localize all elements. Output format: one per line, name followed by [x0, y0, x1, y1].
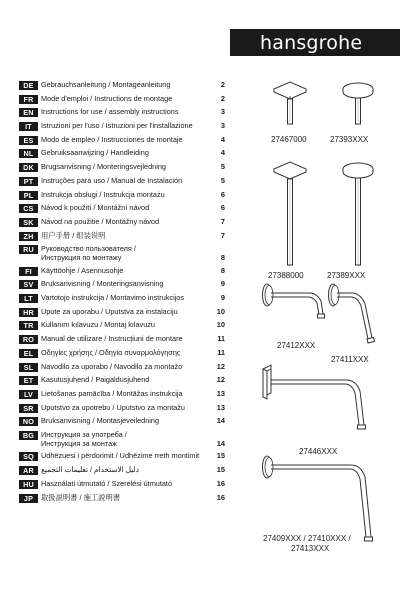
language-title: Lietošanas pamācība / Montāžas instrukcija	[41, 388, 183, 398]
language-code-badge: SR	[19, 404, 38, 413]
page-number: 4	[220, 134, 225, 144]
language-row-nl	[19, 149, 225, 158]
language-code-badge: TR	[19, 321, 38, 330]
language-code-badge: PL	[19, 191, 38, 200]
language-row-ro	[19, 335, 225, 344]
language-code-badge: SQ	[19, 452, 38, 461]
language-row-sq	[19, 452, 225, 461]
language-code-badge: HU	[19, 480, 38, 489]
product-code: 27389XXX	[327, 271, 366, 280]
language-code-badge: DK	[19, 163, 38, 172]
language-title: Instruções para uso / Manual de Instalación	[41, 175, 183, 185]
language-title: Kullanım kılavuzu / Montaj kılavuzu	[41, 320, 155, 330]
page-number: 9	[220, 293, 225, 303]
language-code-badge: FI	[19, 267, 38, 276]
language-row-lv	[19, 390, 225, 399]
language-title: Kasutusjuhend / Paigaldusjuhend	[41, 375, 150, 385]
language-title: Vartotojo instrukcija / Montavimo instrukcijos	[41, 293, 185, 303]
product-code: 27409XXX / 27410XXX /	[263, 534, 351, 543]
language-code-badge: LV	[19, 390, 38, 399]
brand-name: hansgrohe	[260, 31, 363, 54]
language-row-sk	[19, 218, 225, 227]
page-number: 14	[216, 416, 225, 426]
language-row-en	[19, 108, 225, 117]
language-code-badge: ET	[19, 376, 38, 385]
language-list	[19, 81, 225, 507]
product-code: 27393XXX	[330, 135, 369, 144]
language-title: Gebruiksaanwijzing / Handleiding	[41, 148, 149, 158]
language-code-badge: CS	[19, 204, 38, 213]
language-row-es	[19, 136, 225, 145]
ceiling-arm-long-round-image	[338, 160, 378, 275]
ceiling-arm-long-square-image	[270, 160, 310, 275]
page-number: 8	[220, 252, 225, 262]
language-title: Instrukcja obsługi / Instrukcja montażu	[41, 189, 165, 199]
page-number: 5	[220, 162, 225, 172]
language-row-lt	[19, 294, 225, 303]
ceiling-arm-round-image	[338, 80, 378, 135]
page-number: 16	[216, 492, 225, 502]
page-number: 12	[216, 361, 225, 371]
language-code-badge: NO	[19, 417, 38, 426]
page-number: 3	[220, 107, 225, 117]
language-title: Modo de empleo / Instrucciones de montaje	[41, 134, 183, 144]
language-row-fr	[19, 95, 225, 104]
language-code-badge: RU	[19, 245, 38, 254]
language-code-badge: PT	[19, 177, 38, 186]
wall-arm-square-image	[258, 363, 378, 443]
language-title: Mode d'emploi / Instructions de montage	[41, 93, 173, 103]
product-code: 27411XXX	[331, 355, 369, 364]
language-code-badge: EL	[19, 349, 38, 358]
language-row-sl	[19, 363, 225, 372]
page-number: 7	[220, 230, 225, 240]
product-code: 27412XXX	[277, 341, 316, 350]
page-number: 12	[216, 375, 225, 385]
page-number: 11	[217, 334, 225, 344]
language-code-badge: SK	[19, 218, 38, 227]
language-title: Návod na použitie / Montážny návod	[41, 216, 160, 226]
page-number: 16	[216, 478, 225, 488]
product-code: 27388000	[268, 271, 304, 280]
language-title: Istruzioni per l'uso / Istruzioni per l'installazione	[41, 121, 193, 131]
page-number: 10	[216, 320, 225, 330]
page-number: 4	[220, 148, 225, 158]
language-code-badge: SV	[19, 280, 38, 289]
language-row-dk	[19, 163, 225, 172]
language-row-sv	[19, 280, 225, 289]
page-number: 14	[216, 438, 225, 448]
language-title: Navodilo za uporabo / Navodilo za montažo	[41, 361, 183, 371]
language-title: Инструкция за употреба / Инструкция за монтаж	[41, 429, 127, 448]
page-number: 7	[220, 216, 225, 226]
ceiling-arm-square-image	[270, 80, 310, 135]
language-row-hu	[19, 480, 225, 489]
page-number: 15	[216, 465, 225, 475]
language-row-pt	[19, 177, 225, 186]
page-number: 6	[220, 203, 225, 213]
language-title: Manual de utilizare / Instrucțiuni de montare	[41, 334, 183, 344]
language-row-ar	[19, 466, 225, 475]
page-number: 3	[220, 121, 225, 131]
language-row-bg	[19, 431, 225, 448]
language-row-no	[19, 417, 225, 426]
language-row-fi	[19, 267, 225, 276]
language-title: 用户手册 / 组装说明	[41, 230, 106, 240]
language-code-badge: FR	[19, 95, 38, 104]
language-title: Οδηγίες χρήσης / Οδηγία συναρμολόγησης	[41, 347, 181, 357]
page-number: 2	[220, 80, 225, 89]
language-title: 取扱説明書 / 施工説明書	[41, 492, 121, 502]
language-row-et	[19, 376, 225, 385]
language-title: Használati útmutató / Szerelési útmutató	[41, 478, 173, 488]
language-title: Návod k použití / Montážní návod	[41, 203, 150, 213]
language-code-badge: SL	[19, 363, 38, 372]
page-number: 13	[216, 402, 225, 412]
language-title: Bruksanvisning / Monteringsanvisning	[41, 279, 164, 289]
language-row-de	[19, 81, 225, 90]
language-code-badge: LT	[19, 294, 38, 303]
language-code-badge: HR	[19, 308, 38, 317]
language-code-badge: AR	[19, 466, 38, 475]
language-title: Bruksanvisning / Montasjeveiledning	[41, 416, 160, 426]
page-number: 5	[220, 175, 225, 185]
language-row-el	[19, 349, 225, 358]
language-title: Käyttöohje / Asennusohje	[41, 265, 124, 275]
language-row-tr	[19, 321, 225, 330]
product-code: 27446XXX	[299, 447, 338, 456]
product-code: 27413XXX	[291, 544, 330, 553]
language-title: دليل الاستخدام / تعليمات التجميع	[41, 465, 139, 475]
language-code-badge: ES	[19, 136, 38, 145]
language-title: Instructions for use / assembly instructions	[41, 107, 179, 117]
language-code-badge: NL	[19, 149, 38, 158]
language-title: Gebrauchsanleitung / Montageanleitung	[41, 80, 171, 89]
language-code-badge: IT	[19, 122, 38, 131]
wall-arm-round-short-image	[327, 282, 382, 357]
page-number: 2	[220, 93, 225, 103]
language-row-zh	[19, 232, 225, 241]
page-number: 8	[220, 265, 225, 275]
wall-arm-round-image	[259, 282, 331, 337]
language-code-badge: ZH	[19, 232, 38, 241]
language-row-it	[19, 122, 225, 131]
language-row-cs	[19, 204, 225, 213]
page-number: 13	[216, 388, 225, 398]
language-code-badge: BG	[19, 431, 38, 440]
page-number: 10	[216, 306, 225, 316]
language-title: Brugsanvisning / Monteringsvejledning	[41, 162, 166, 172]
language-code-badge: EN	[19, 108, 38, 117]
language-row-jp	[19, 494, 225, 503]
language-title: Udhëzuesi i përdorimit / Udhëzime rreth montimit	[41, 451, 200, 461]
language-code-badge: DE	[19, 81, 38, 90]
page-number: 9	[220, 279, 225, 289]
language-code-badge: RO	[19, 335, 38, 344]
language-title: Upute za uporabu / Uputstva za instalaciju	[41, 306, 178, 316]
language-row-sr	[19, 404, 225, 413]
page-number: 11	[217, 347, 225, 357]
language-row-hr	[19, 308, 225, 317]
language-title: Руководство пользователя / Инструкция по монтажу	[41, 244, 136, 262]
product-code: 27467000	[271, 135, 307, 144]
language-row-ru	[19, 245, 225, 262]
page-number: 15	[216, 451, 225, 461]
language-row-pl	[19, 191, 225, 200]
page-number: 6	[220, 189, 225, 199]
language-code-badge: JP	[19, 494, 38, 503]
brand-logo	[230, 29, 400, 56]
language-title: Uputstvo za upotrebu / Uputstvo za montažu	[41, 402, 185, 412]
